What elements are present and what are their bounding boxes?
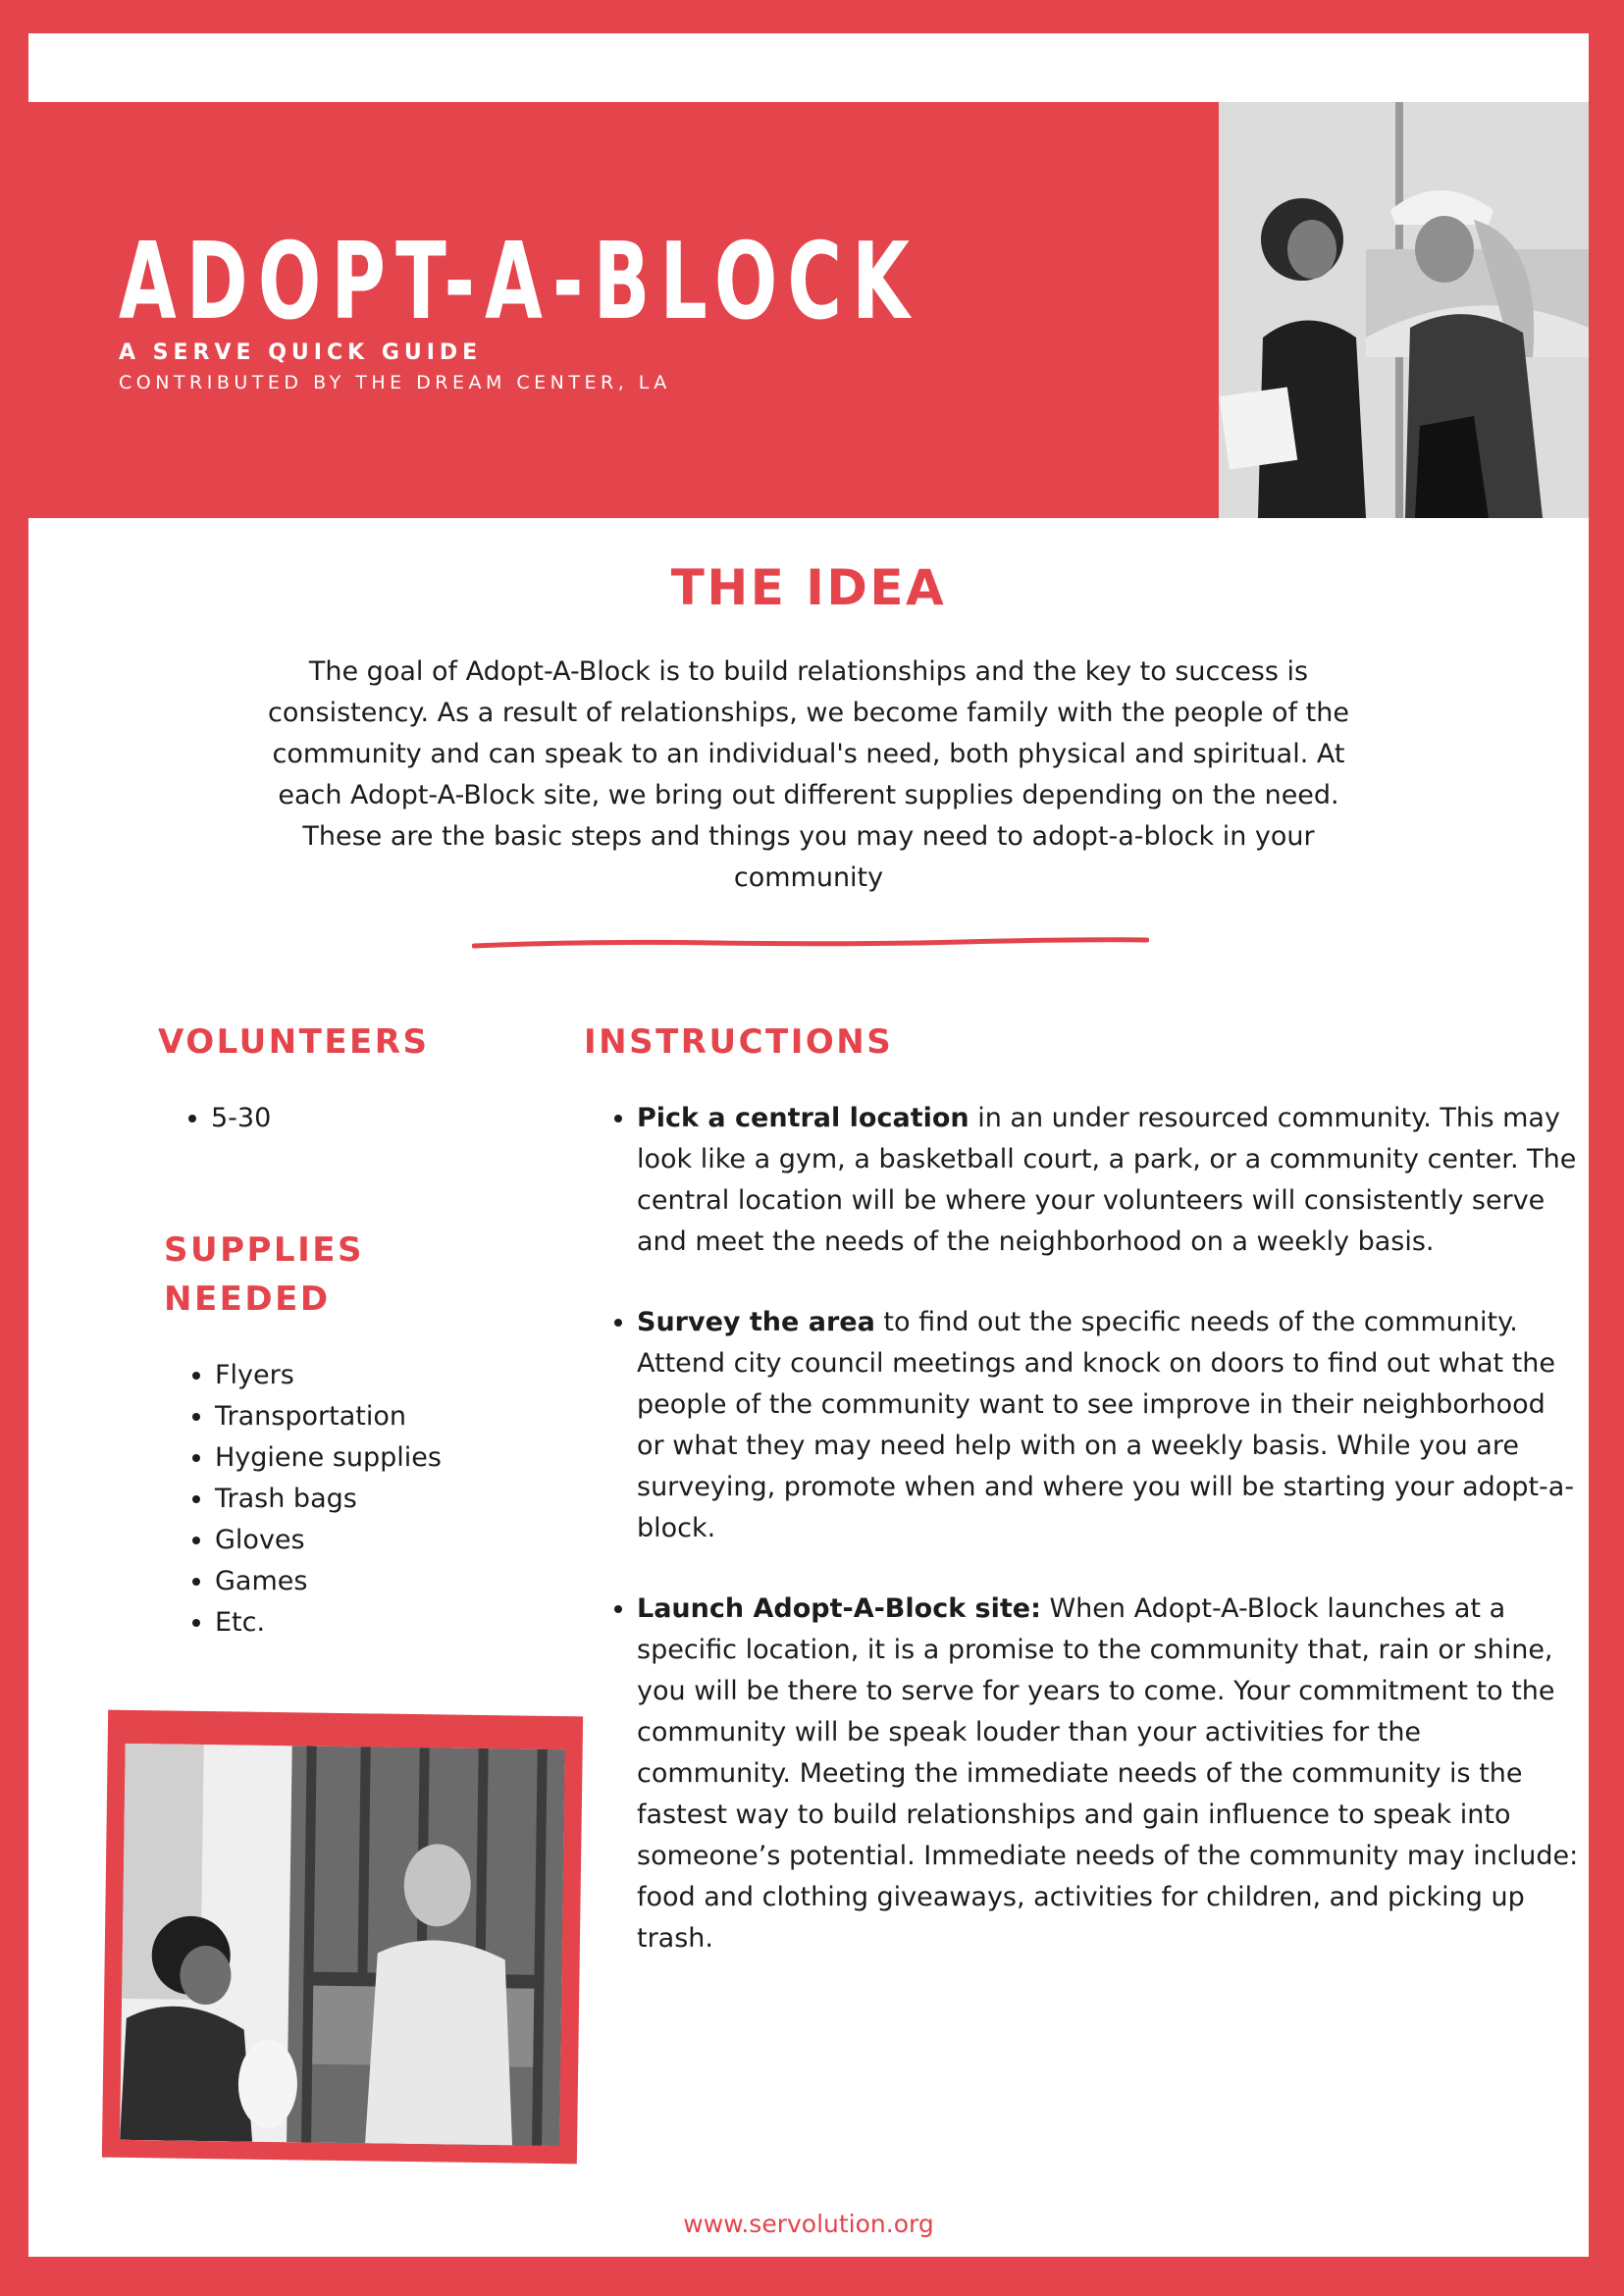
instruction-text: When Adopt-A-Block launches at a specific location, it is a promise to the community that, rain or shine, you will be there to serve for years to come. Your commitment to the community will be speak louder than your activities for the community. Meeting the immediate needs of the community is the fastest way to build relationships and gain influence to speak into someone’s potential. Immediate needs of the community may include: food and clothing giveaways, activities for children, and picking up trash. [637, 1593, 1579, 1954]
list-item: • Transportation [215, 1396, 442, 1437]
document-subtitle: A SERVE QUICK GUIDE [119, 340, 483, 365]
supplies-heading-line2: NEEDED [164, 1279, 331, 1319]
instructions-heading: INSTRUCTIONS [584, 1022, 894, 1062]
list-item: • Trash bags [215, 1479, 442, 1520]
supplies-heading [164, 1226, 364, 1324]
footer-website-link[interactable]: www.servolution.org [683, 2210, 934, 2238]
community-photo-frame [102, 1710, 583, 2165]
volunteers-photo-illustration [1219, 102, 1589, 518]
list-item: • Flyers [215, 1355, 442, 1396]
document-title: ADOPT-A-BLOCK [119, 221, 920, 343]
list-item: • 5-30 [211, 1098, 271, 1139]
supplies-heading-line1: SUPPLIES [164, 1230, 364, 1270]
list-item: • Hygiene supplies [215, 1437, 442, 1479]
document-page [28, 33, 1589, 2257]
brush-divider [472, 936, 1149, 952]
idea-paragraph: The goal of Adopt-A-Block is to build relationships and the key to success is consistency. As a result of relationships, we become family with the people of the community and can speak to an individual's need, both physical and spiritual. At each Adopt-A-Block site, we bring out different supplies depending on the need. These are the basic steps and things you may need to adopt-a-block in your community [268, 656, 1349, 893]
instruction-text: to find out the specific needs of the community. Attend city council meetings and knock on doors to find out what the people of the community want to see improve in their neighborhood or what they may need help with on a weekly basis. While you are surveying, promote when and where you will be starting your adopt-a-block. [637, 1307, 1575, 1543]
volunteers-heading: VOLUNTEERS [158, 1022, 430, 1062]
community-photo [120, 1744, 565, 2146]
list-item: • Gloves [215, 1520, 442, 1561]
instruction-lead: Survey the area [637, 1307, 875, 1337]
doorway-photo-illustration [120, 1744, 565, 2146]
instructions-list [603, 1098, 1579, 1999]
list-item: • Games [215, 1561, 442, 1602]
contributor-line: CONTRIBUTED BY THE DREAM CENTER, LA [119, 372, 671, 393]
volunteers-list [172, 1098, 271, 1139]
instruction-text: in an under resourced community. This may look like a gym, a basketball court, a park, or a community center. The central location will be where your volunteers will consistently serve and meet the needs of the neighborhood on a weekly basis. [637, 1103, 1577, 1257]
instruction-lead: Launch Adopt-A-Block site: [637, 1593, 1041, 1624]
instruction-lead: Pick a central location [637, 1103, 969, 1133]
instruction-item [637, 1589, 1579, 1959]
idea-heading: THE IDEA [670, 559, 947, 616]
list-item: • Etc. [215, 1602, 442, 1644]
instruction-item [637, 1302, 1579, 1549]
header-photo [1219, 102, 1589, 518]
supplies-list [176, 1355, 442, 1644]
instruction-item [637, 1098, 1579, 1263]
